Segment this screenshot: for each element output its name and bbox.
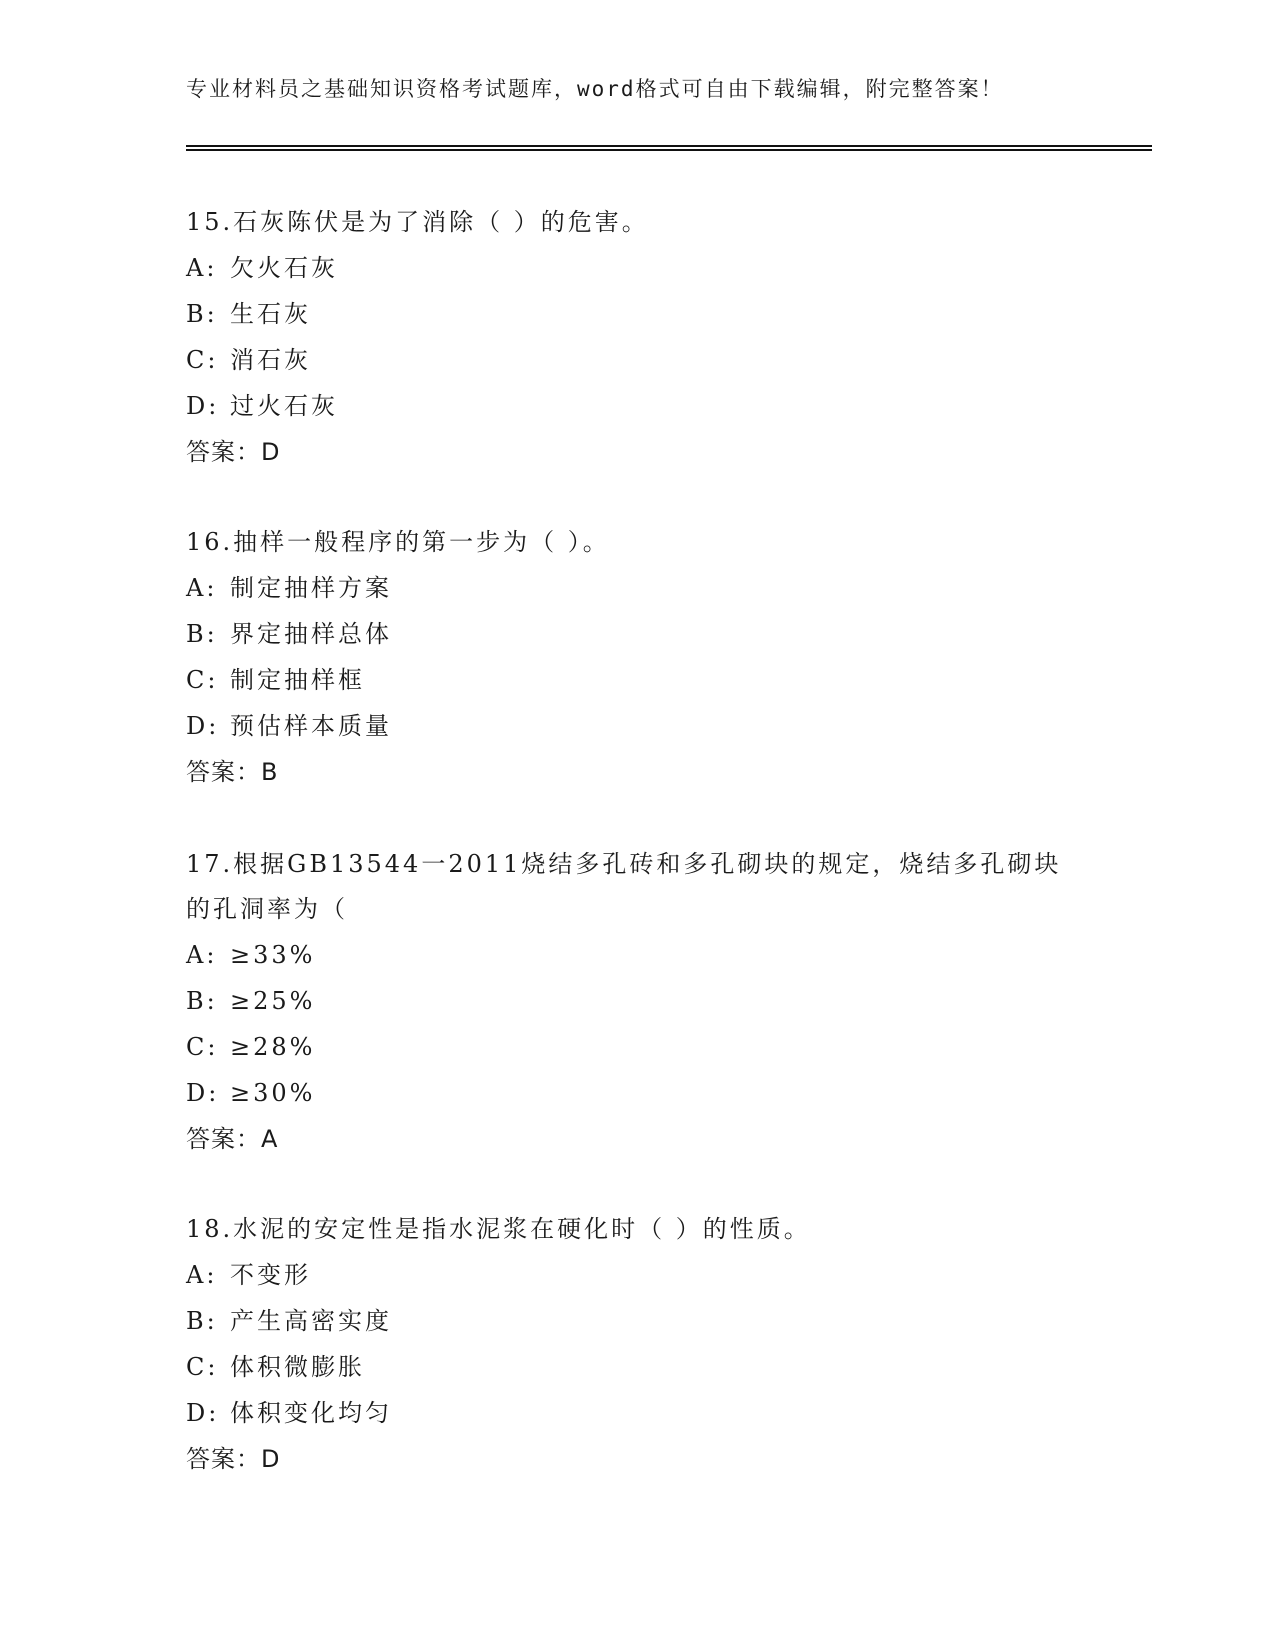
option-d — [186, 383, 1066, 429]
option-key: B: — [186, 987, 218, 1015]
question-stem: 17.根据GB13544一2011烧结多孔砖和多孔砌块的规定，烧结多孔砌块的孔洞率为（ — [186, 850, 1062, 923]
header-double-rule — [186, 145, 1152, 151]
option-key: A: — [186, 574, 218, 602]
option-key: D: — [186, 712, 220, 740]
option-key: C: — [186, 666, 219, 694]
question-stem: 16.抽样一般程序的第一步为（ ）。 — [186, 528, 610, 556]
question-stem: 18.水泥的安定性是指水泥浆在硬化时（ ）的性质。 — [186, 1215, 811, 1243]
question-stem: 15.石灰陈伏是为了消除（ ）的危害。 — [186, 208, 649, 236]
option-text: 产生高密实度 — [230, 1307, 392, 1335]
option-key: D: — [186, 392, 220, 420]
question-18 — [186, 1207, 1066, 1482]
option-text: 体积微膨胀 — [230, 1353, 365, 1381]
option-key: A: — [186, 1261, 218, 1289]
option-text: ≥33% — [230, 941, 316, 969]
option-b — [186, 1298, 1066, 1344]
question-16 — [186, 520, 1066, 795]
option-a — [186, 565, 1066, 611]
option-key: C: — [186, 1033, 219, 1061]
option-text: 制定抽样方案 — [230, 574, 392, 602]
option-c — [186, 657, 1066, 703]
option-key: D: — [186, 1399, 220, 1427]
option-b — [186, 978, 1066, 1024]
option-text: 生石灰 — [230, 300, 311, 328]
option-text: 体积变化均匀 — [230, 1399, 392, 1427]
option-b — [186, 611, 1066, 657]
option-key: A: — [186, 254, 218, 282]
option-key: C: — [186, 1353, 219, 1381]
question-17 — [186, 842, 1066, 1162]
option-text: ≥30% — [230, 1079, 316, 1107]
option-d — [186, 703, 1066, 749]
option-c — [186, 1344, 1066, 1390]
option-text: 不变形 — [230, 1261, 311, 1289]
option-key: C: — [186, 346, 219, 374]
option-key: A: — [186, 941, 218, 969]
answer: 答案：A — [186, 1125, 279, 1153]
question-15 — [186, 200, 1066, 475]
page-header: 专业材料员之基础知识资格考试题库，word格式可自由下载编辑，附完整答案！ — [186, 77, 1004, 101]
option-d — [186, 1390, 1066, 1436]
option-a — [186, 1252, 1066, 1298]
option-c — [186, 1024, 1066, 1070]
option-key: D: — [186, 1079, 220, 1107]
option-a — [186, 932, 1066, 978]
answer: 答案：B — [186, 758, 279, 786]
answer: 答案：D — [186, 1445, 281, 1473]
answer: 答案：D — [186, 438, 281, 466]
option-d — [186, 1070, 1066, 1116]
option-text: 制定抽样框 — [230, 666, 365, 694]
option-c — [186, 337, 1066, 383]
option-key: B: — [186, 620, 218, 648]
option-text: 预估样本质量 — [230, 712, 392, 740]
option-text: ≥25% — [230, 987, 316, 1015]
option-text: ≥28% — [230, 1033, 316, 1061]
option-b — [186, 291, 1066, 337]
option-text: 欠火石灰 — [230, 254, 338, 282]
option-text: 界定抽样总体 — [230, 620, 392, 648]
option-text: 过火石灰 — [230, 392, 338, 420]
option-text: 消石灰 — [230, 346, 311, 374]
option-key: B: — [186, 300, 218, 328]
option-key: B: — [186, 1307, 218, 1335]
option-a — [186, 245, 1066, 291]
